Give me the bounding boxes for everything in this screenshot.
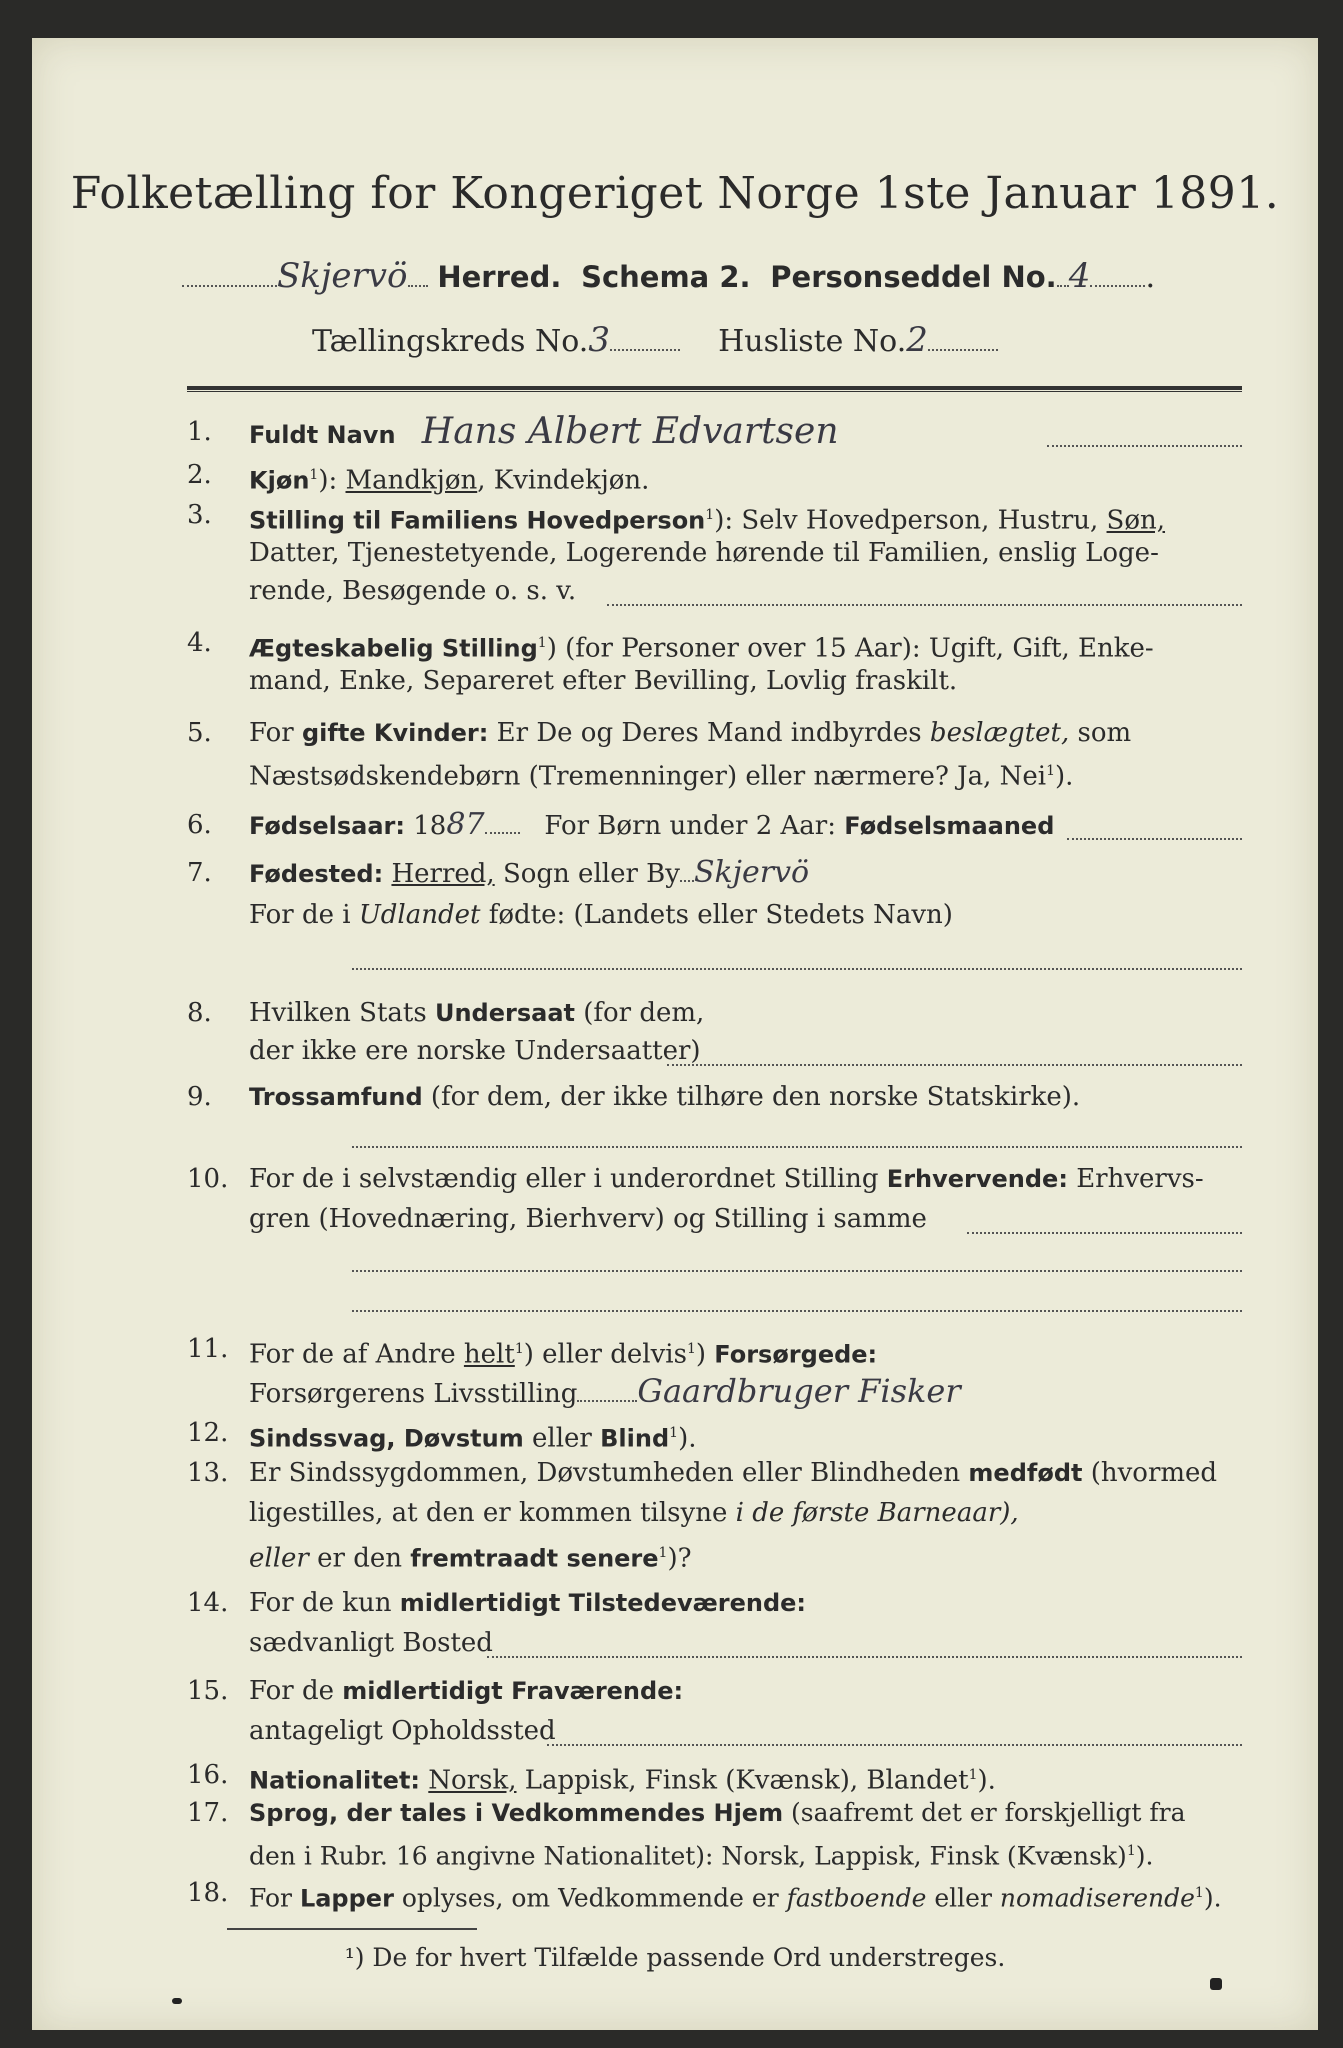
- stilling-selected: Søn,: [1106, 505, 1166, 536]
- field-number: 18.: [187, 1878, 229, 1908]
- field-label: Stilling til Familiens Hovedperson: [249, 506, 706, 535]
- field-number: 17.: [187, 1798, 229, 1828]
- footnote-ref: 1: [309, 467, 319, 483]
- field-number: 15.: [187, 1676, 229, 1706]
- field-label: Sprog, der tales i Vedkommendes Hjem: [249, 1799, 784, 1827]
- name-value: Hans Albert Edvartsen: [421, 411, 839, 452]
- field-number: 4.: [187, 628, 212, 658]
- field-number: 12.: [187, 1418, 229, 1448]
- field-label: Forsørgede:: [714, 1340, 878, 1369]
- ink-mark: [172, 1998, 182, 2004]
- field-7-blank-line: [352, 968, 1242, 970]
- field-number: 1.: [187, 417, 212, 447]
- field-label: Fuldt Navn: [249, 421, 396, 449]
- husliste-label: Husliste No.: [718, 324, 907, 359]
- birth-year-value: 87: [446, 807, 485, 842]
- field-label: Fødested:: [249, 860, 384, 888]
- provider-occupation-value: Gaardbruger Fisker: [637, 1372, 961, 1410]
- field-number: 3.: [187, 500, 212, 530]
- field-number: 13.: [187, 1458, 229, 1488]
- husliste-value: 2: [906, 320, 928, 360]
- forsorget-selected: helt: [463, 1339, 515, 1370]
- field-number: 5.: [187, 718, 212, 748]
- header-kreds-line: [312, 320, 998, 360]
- kreds-label: Tællingskreds No.: [312, 324, 589, 359]
- field-label: Trossamfund: [249, 1083, 423, 1111]
- field-number: 2.: [187, 460, 212, 490]
- field-label: gifte Kvinder:: [301, 719, 489, 747]
- personseddel-value: 4: [1068, 256, 1091, 296]
- field-label: Lapper: [299, 1884, 394, 1913]
- field-label: Nationalitet:: [249, 1766, 421, 1795]
- field-number: 7.: [187, 858, 212, 888]
- field-number: 14.: [187, 1588, 229, 1618]
- field-label: medfødt: [968, 1459, 1083, 1487]
- census-form-sheet: Folketælling for Kongeriget Norge 1ste Januar 1891. Skjervö Herred. Schema 2. Personseddel No. 4 . Tællingskreds No.3 Husliste No.2 1. Fuldt Navn Hans Albert Edvartsen 2. Kjøn$^1$): Mandkjøn, Kvindekjøn. 3. Stilling til Familiens Hovedperson$^1$): Selv Hovedperson, Hustru, Søn, Datter, Tjenestetyende, Logerende hørende til Familien, enslig Loge- rende, Besøgende o. s. v. 4. Ægteskabelig Stilling$^1$) (for Personer over 15 Aar): Ugift, Gift, Enke- mand, Enke, Separeret efter Bevilling, Lovlig fraskilt. 5. For gifte Kvinder: Er De og Deres Mand indbyrdes beslægtet, som Næstsødskendebørn (Tremenninger) eller nærmere? Ja, Nei$^1$). 6. Fødselsaar: 1887 For Børn under 2 Aar: Fødselsmaaned 7. Fødested: Herred, Sogn eller By Skjervö For de i Udlandet fødte: (Landets eller Stedets Navn) 8. Hvilken Stats Undersaat (for dem, der ikke ere norske Undersaatter) 9. Trossamfund (for dem, der ikke tilhøre den norske Statskirke). 10. For de i selvstændig eller i underordnet Stilling Erhvervende: Erhvervs- gren (Hovednæring, Bierhverv) og Stilling i samme 11. For de af Andre helt$^1$) eller delvis$^1$) Forsørgede: Forsørgerens Livsstilling Gaardbruger Fisker 12. Sindssvag, Døvstum eller Blind$^1$). 13. Er Sindssygdommen, Døvstumheden eller Blindheden medfødt (hvormed ligestilles, at den er kommen tilsyne i de første Barneaar), eller er den fremtraadt senere$^1$)? 14. For de kun midlertidigt Tilstedeværende: sædvanligt Bosted 15. For de midlertidigt Fraværende: antageligt Opholdssted 16. Nationalitet: Norsk, Lappisk, Finsk (Kvænsk), Blandet$^1$). 17. Sprog, der tales i Vedkommendes Hjem (saafremt det er forskjelligt fra den i Rubr. 16 angivne Nationalitet): Norsk, Lappisk, Finsk (Kvænsk)$^1$). 18. For Lapper oplyses, om Vedkommende er fastboende eller nomadiserende$^1$). ¹) De for hvert Tilfælde passende Ord understreges.: [32, 38, 1318, 2030]
- field-label: Undersaat: [434, 999, 575, 1027]
- field-number: 6.: [187, 810, 212, 840]
- field-number: 8.: [187, 998, 212, 1028]
- herred-value: Skjervö: [277, 256, 408, 296]
- field-label: Ægteskabelig Stilling: [249, 634, 538, 663]
- header-divider: [187, 386, 1242, 392]
- field-label: midlertidigt Fraværende:: [342, 1677, 684, 1705]
- herred-label: Herred.: [437, 260, 562, 294]
- fodested-selected: Herred,: [391, 859, 495, 889]
- nationalitet-selected: Norsk,: [428, 1765, 517, 1796]
- field-10-blank-line-1: [352, 1270, 1242, 1272]
- kjon-selected: Mandkjøn: [345, 465, 478, 496]
- schema-label: Schema 2.: [581, 260, 751, 294]
- field-number: 11.: [187, 1334, 229, 1364]
- form-title: Folketælling for Kongeriget Norge 1ste Januar 1891.: [70, 168, 1280, 219]
- kreds-value: 3: [588, 320, 610, 360]
- footnote-divider: [227, 1928, 477, 1930]
- footnote: ¹) De for hvert Tilfælde passende Ord understreges.: [344, 1943, 1006, 1972]
- birthplace-value: Skjervö: [693, 855, 810, 890]
- personseddel-label: Personseddel No.: [770, 260, 1057, 294]
- field-label: midlertidigt Tilstedeværende:: [399, 1589, 807, 1617]
- field-9-blank-line: [352, 1146, 1242, 1148]
- field-number: 10.: [187, 1164, 229, 1194]
- field-label: Erhvervende:: [886, 1165, 1068, 1193]
- field-number: 9.: [187, 1082, 212, 1112]
- field-label: Sindssvag, Døvstum: [249, 1424, 524, 1453]
- kjon-options: , Kvindekjøn.: [477, 465, 650, 496]
- field-label: Fødselsmaaned: [844, 812, 1055, 840]
- field-number: 16.: [187, 1760, 229, 1790]
- ink-blot: [1210, 1978, 1222, 1990]
- field-label: Fødselsaar:: [249, 812, 405, 840]
- field-10-blank-line-2: [352, 1310, 1242, 1312]
- field-label: Kjøn: [249, 466, 310, 495]
- header-herred-line: Skjervö Herred. Schema 2. Personseddel No. 4 .: [182, 256, 1155, 296]
